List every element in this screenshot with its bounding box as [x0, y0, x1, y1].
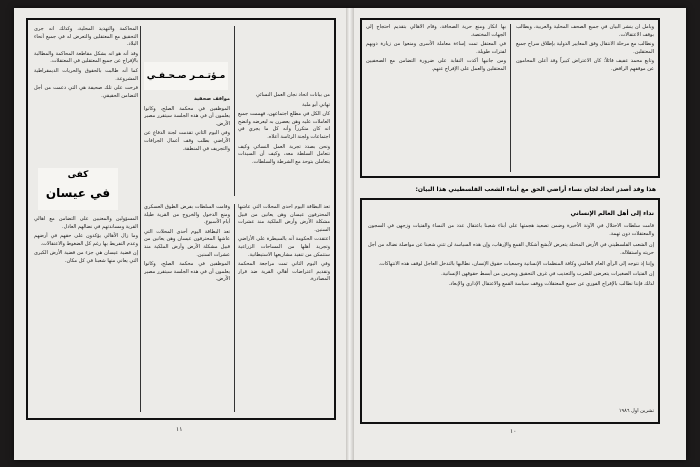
column-divider	[140, 26, 141, 412]
press-conference-heading	[144, 62, 228, 90]
paragraph: بها انكار ومنع حرية الصحافة، وقام الأهالي بتقديم احتجاج إلى الجهات المختصة.	[366, 24, 506, 38]
enough-in-issan-heading	[38, 168, 118, 210]
left-top-middle-column	[144, 96, 230, 196]
paragraph: فرحت على تلك صحيفة هي التي دعمت من أجل التضامن الحقيقي.	[34, 85, 138, 99]
column-divider	[234, 26, 235, 196]
paragraph: كان الكل في مطلع اجتماعهن، فهممت جميع العاملات عليه وهن يعصرن به ليعرضه واتضح انه كان متكرراً وأنه كل ما يجري في اجتماعات ولجنة الرئاسة أعلاه.	[238, 111, 330, 140]
paragraph: وإننا إذ نتوجه إلى الرأي العام العالمي وكافة المنظمات الإنسانية وجمعيات حقوق الإنسان، نطالبها بالتدخل العاجل لوقف هذه الانتهاكات.	[378, 260, 654, 267]
paragraph: اعتقدت الحكومة أنه بالسيطرة على الأراضي وتجريد أهلها من المساحات الزراعية ستتمكن من تنفيذ مشاريعها الاستيطانية.	[238, 236, 330, 258]
paragraph: من بيانات اتحاد نجان العمل النسائي	[255, 92, 330, 98]
heading-main: في عيسان	[45, 186, 111, 200]
paragraph: ومن جانبها أكدت النقابة على ضرورة التضامن مع الصحفيين المعتقلين والعمل على الإفراج عنهم.	[366, 58, 506, 72]
paragraph: مواقف صحفية	[193, 96, 230, 102]
right-top-left-column	[366, 24, 506, 172]
paragraph: ويأمل ان ينشر البيان في جميع الصحف المحلية والعربية، ويطالب بوقف الاعتقالات.	[516, 24, 654, 38]
left-top-right-column	[238, 92, 330, 200]
left-bottom-middle-column	[144, 204, 230, 412]
paragraph: المحاكمة والتهديد المحلية، وكذلك انه جرى التحقيق مع المعتقلين والتعرض له في جميع أنحاء البلاد.	[34, 26, 138, 48]
left-page	[26, 18, 346, 450]
paragraph: الموظفين في محكمة الصلح، وكانوا يعلمون أن في هذه الجلسة سيتقرر مصير الأرض.	[144, 105, 230, 127]
paragraph: إن الفتيات الصغيرات يتعرضن للضرب والتعذيب في غرف التحقيق ويحرمن من أبسط حقوقهن الإنسانية.	[441, 271, 654, 278]
right-page	[360, 18, 678, 450]
paragraph: وقد أنه هو انه بشكل مقاطعة المحاكمة والمطالبة بالإفراج عن جميع المعتقلين في المعتقلات.	[34, 50, 138, 65]
paragraph: لذلك فإننا نطالب بالإفراج الفوري عن جميع المعتقلات ووقف سياسة القمع والاعتقال الإداري والإبعاد.	[448, 281, 654, 288]
paragraph: قامت سلطات الاحتلال في الآونة الأخيرة وضمن تصعيد هجمتها على أبناء شعبنا باعتقال عدد من النساء والفتيات وزجهن في السجون والمعتقلات دون تهمة.	[368, 223, 654, 238]
page-gutter	[346, 8, 354, 460]
left-bottom-left-column	[34, 216, 138, 412]
statement-body	[368, 222, 654, 402]
paragraph: إن قضية عيسان هي جزء من قضية الأرض الكبرى التي يعاني منها شعبنا في كل مكان.	[34, 250, 138, 264]
paragraph: وقامت السلطات بفرض الطوق العسكري ومنع الدخول والخروج من القرية طيلة أيام الأسبوع.	[144, 204, 230, 226]
statement-date: تشرين أول ١٩٨٦	[618, 408, 654, 414]
left-bottom-right-column	[238, 204, 330, 412]
paragraph: وتابع محمد عفيف قائلاً: كان الاعتراض كبيراً وقد أعلن المحامون عن موقفهم الرافض.	[516, 58, 654, 72]
right-top-right-column	[516, 24, 654, 172]
paragraph: تعد البطاقة اليوم أحدى المحلات التي عاشها المحترفون عيسان وهن يعانين من قبيل مشكلة الأرض وأرض الملكية منذ عشرات السنين.	[144, 228, 230, 258]
column-divider	[234, 204, 235, 412]
paragraph: وما زال الأهالي يؤكدون على حقهم في أرضهم وعدم التفريط بها رغم كل الضغوط والاعتقالات.	[34, 233, 138, 247]
paragraph: وفي اليوم الثاني تمت مراجعة المحكمة وتقديم اعتراضات أهالي القرية ضد قرار المصادرة.	[238, 261, 330, 283]
column-divider	[510, 24, 511, 172]
paragraph: وفي اليوم الثاني تقدمت لجنة الدفاع عن الأراضي بطلب وقف أعمال الجرافات والتجريف في المنطقة.	[144, 130, 230, 152]
intro-banner: هذا وقد أصدر اتحاد لجان نساء أراضي الحق مع أبناء الشعب الفلسطيني هذا البيان:	[415, 186, 656, 193]
page-number: ١٠	[510, 428, 517, 435]
paragraph: تعد البطاقة اليوم أحدى المحلات التي عاشها المحترفون عيسان وهن يعانين من قبيل مشكلة الأرض وأرض الملكية منذ عشرات السنين.	[238, 204, 330, 233]
paragraph: المسؤولين والمعنيين على التضامن مع أهالي القرية ومساندتهم في نضالهم العادل.	[34, 216, 138, 230]
paragraph: الموظفين في محكمة الصلح، وكانوا يعلمون أن في هذه الجلسة سيتقرر مصير الأرض.	[144, 261, 230, 283]
paragraph: في المعتقل تمت إساءة معاملة الأسرى ومنعوا من زيارة ذويهم لفترات طويلة.	[366, 41, 506, 55]
heading-top: كفى	[67, 170, 89, 180]
page-number: ١١	[176, 426, 183, 433]
paragraph: كما أنه طالبت بالحقوق والحريات الديمقراطية المشروعة.	[34, 67, 138, 82]
paragraph: تهاني أبو ملبة	[302, 101, 330, 108]
statement-title: نداء إلى أهل العالم الإنساني	[570, 210, 654, 217]
paragraph: ونطالب مع مرحلة الانتقال وفق المعايير الدولية بإطلاق سراح جميع المعتقلين.	[516, 41, 654, 55]
paragraph: ونحن بصدد تجربة العمل النسائي وكيف نتعامل السلطة معه، وكيف أن السيدات يتعاملن بتوحد مع الشرطة والسلطات.	[238, 143, 330, 165]
heading-text: مـؤتـمـر صـحـفـي	[146, 71, 226, 81]
paragraph: إن الشعب الفلسطيني في الأرض المحتلة يتعرض لأبشع أشكال القمع والإرهاب، وإن هذه السياسة لن تثني شعبنا عن مواصلة نضاله من أجل حريته واستقلاله.	[368, 241, 654, 257]
